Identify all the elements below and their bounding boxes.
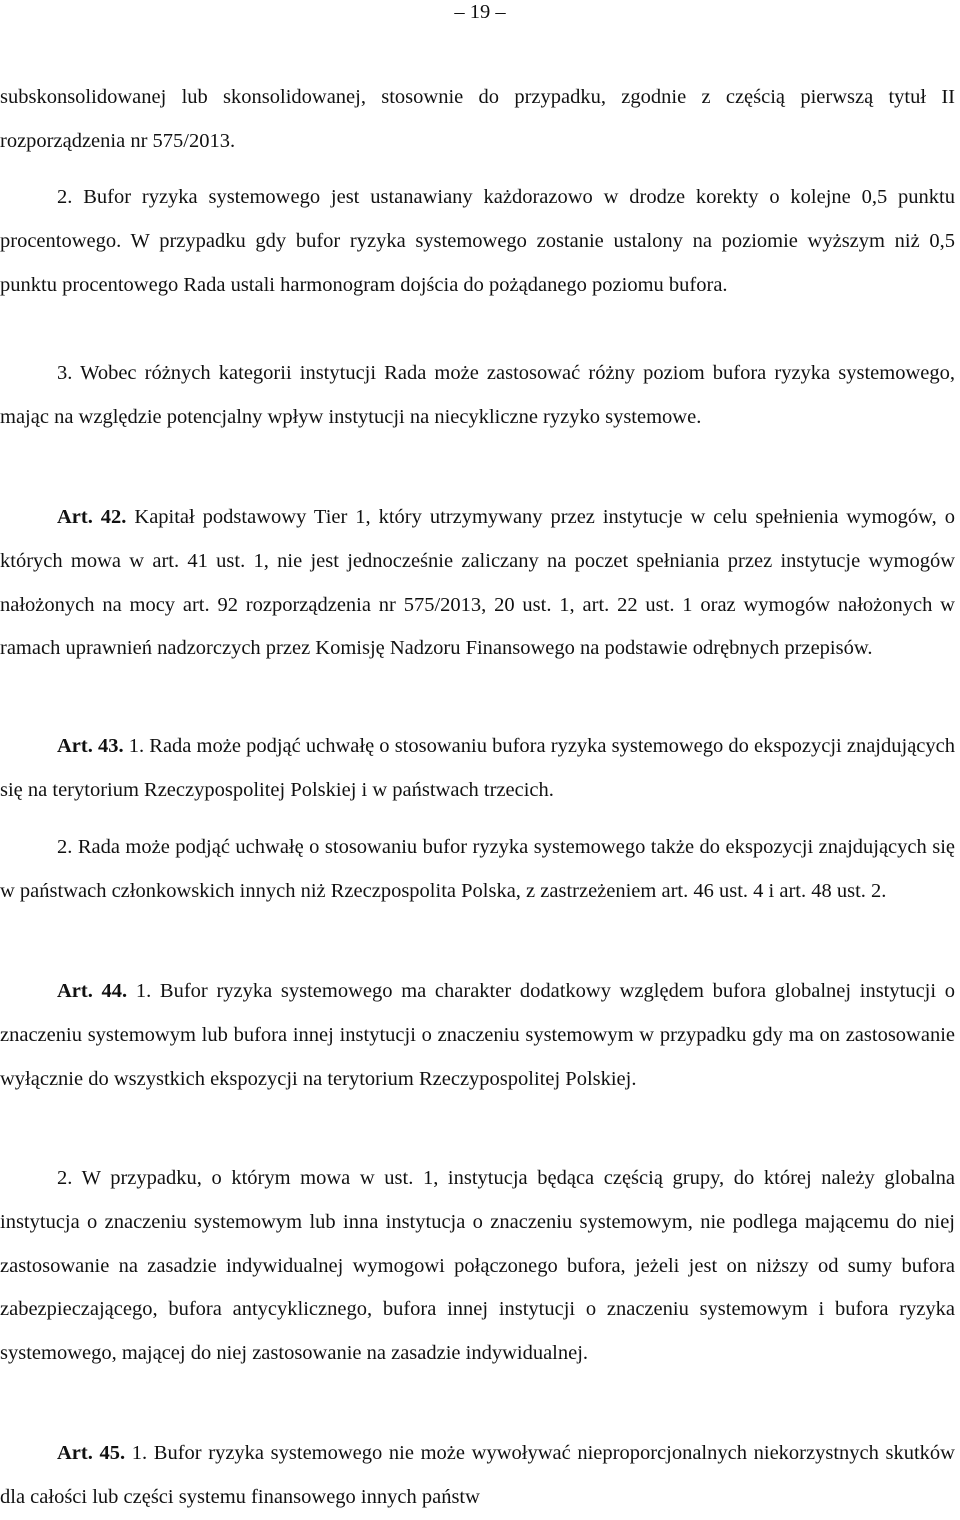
paragraph-art44-ust2: [0, 1157, 955, 1376]
paragraph-text: 2. Rada może podjąć uchwałę o stosowaniu bufor ryzyka systemowego także do ekspozycji znajdujących się w państwach członkowskich innych niż Rzeczpospolita Polska, z zastrzeżeniem art. 46 ust. 4 i art. 48 ust. 2.: [0, 836, 955, 902]
article-label: Art. 44.: [57, 980, 128, 1002]
article-label: Art. 42.: [57, 506, 127, 528]
paragraph-text: 2. W przypadku, o którym mowa w ust. 1, instytucja będąca częścią grupy, do której należy globalna instytucja o znaczeniu systemowym lub inna instytucja o znaczeniu systemowym, nie podlega mającemu do niej zastosowanie na zasadzie indywidualnej wymogowi połączonego bufora, jeżeli jest on niższy od sumy bufora zabezpieczającego, bufora antycyklicznego, bufora innej instytucji o znaczeniu systemowym i bufora ryzyka systemowego, mającej do niej zastosowanie na zasadzie indywidualnej.: [0, 1167, 955, 1365]
paragraph-text: Kapitał podstawowy Tier 1, który utrzymywany przez instytucje w celu spełnienia wymogów, o których mowa w art. 41 ust. 1, nie jest jednocześnie zaliczany na poczet spełniania przez instytucje wymogów nałożonych na mocy art. 92 rozporządzenia nr 575/2013, 20 ust. 1, art. 22 ust. 1 oraz wymogów nałożonych w ramach uprawnień nadzorczych przez Komisję Nadzoru Finansowego na podstawie odrębnych przepisów.: [0, 506, 955, 660]
article-label: Art. 43.: [57, 735, 124, 757]
paragraph-art42: [0, 496, 955, 671]
paragraph-text: 2. Bufor ryzyka systemowego jest ustanawiany każdorazowo w drodze korekty o kolejne 0,5 punktu procentowego. W przypadku gdy bufor ryzyka systemowego zostanie ustalony na poziomie wyższym niż 0,5 punktu procentowego Rada ustali harmonogram dojścia do pożądanego poziomu bufora.: [0, 186, 955, 296]
paragraph-text: 3. Wobec różnych kategorii instytucji Rada może zastosować różny poziom bufora ryzyka systemowego, mając na względzie potencjalny wpływ instytucji na niecykliczne ryzyko systemowe.: [0, 362, 955, 428]
paragraph-art41-ust2: [0, 176, 955, 307]
paragraph-art45-ust1: [0, 1432, 955, 1520]
page-number: – 19 –: [454, 1, 506, 23]
paragraph-art44-ust1: [0, 970, 955, 1101]
paragraph-text: 1. Bufor ryzyka systemowego nie może wywoływać nieproporcjonalnych niekorzystnych skutków dla całości lub części systemu finansowego innych państw: [0, 1442, 955, 1508]
paragraph-art43-ust2: [0, 826, 955, 914]
paragraph-continuation: [0, 76, 955, 164]
paragraph-text: 1. Rada może podjąć uchwałę o stosowaniu bufora ryzyka systemowego do ekspozycji znajdujących się na terytorium Rzeczypospolitej Polskiej i w państwach trzecich.: [0, 735, 955, 801]
paragraph-text: 1. Bufor ryzyka systemowego ma charakter dodatkowy względem bufora globalnej instytucji o znaczeniu systemowym lub bufora innej instytucji o znaczeniu systemowym w przypadku gdy ma on zastosowanie wyłącznie do wszystkich ekspozycji na terytorium Rzeczypospolitej Polskiej.: [0, 980, 955, 1090]
article-label: Art. 45.: [57, 1442, 126, 1464]
paragraph-text: subskonsolidowanej lub skonsolidowanej, stosownie do przypadku, zgodnie z częścią pierwszą tytuł II rozporządzenia nr 575/2013.: [0, 86, 955, 152]
paragraph-art41-ust3: [0, 352, 955, 440]
paragraph-art43-ust1: [0, 725, 955, 813]
